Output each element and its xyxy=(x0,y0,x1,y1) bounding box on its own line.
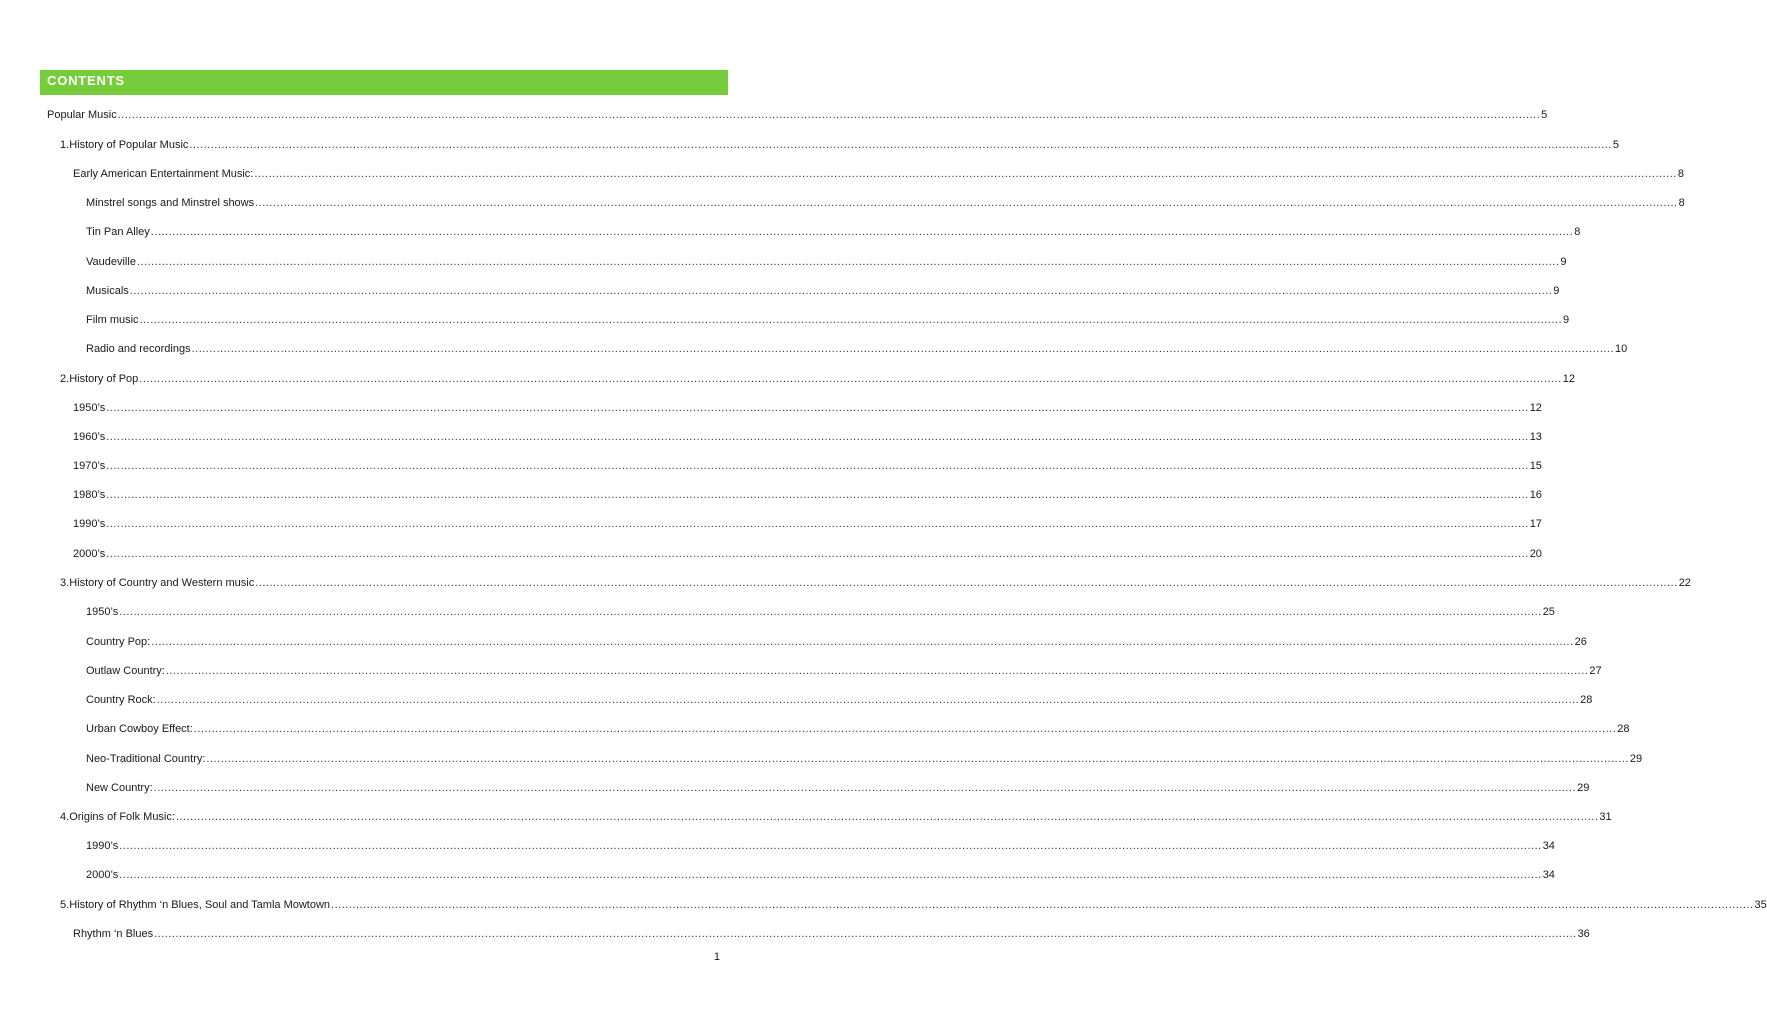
toc-entry-page: 12 xyxy=(1529,402,1542,414)
toc-entry-label: Minstrel songs and Minstrel shows xyxy=(86,197,255,209)
dot-leader: ................................................................................................................................................................................................................................................................................................................................................................................................................ xyxy=(106,431,1529,443)
dot-leader: ................................................................................................................................................................................................................................................................................................................................................................................................................ xyxy=(154,928,1577,940)
dot-leader: ................................................................................................................................................................................................................................................................................................................................................................................................................ xyxy=(255,197,1678,209)
toc-entry-film-music[interactable] xyxy=(86,312,1570,328)
dot-leader: ................................................................................................................................................................................................................................................................................................................................................................................................................ xyxy=(106,548,1529,560)
toc-entry-label: 1980’s xyxy=(73,489,106,501)
toc-entry-minstrel[interactable] xyxy=(86,195,1685,211)
dot-leader: ................................................................................................................................................................................................................................................................................................................................................................................................................ xyxy=(119,606,1542,618)
dot-leader: ................................................................................................................................................................................................................................................................................................................................................................................................................ xyxy=(106,402,1529,414)
toc-entry-label: Country Pop: xyxy=(86,636,151,648)
toc-entry-pop-1960s[interactable] xyxy=(73,429,1542,445)
toc-entry-page: 20 xyxy=(1529,548,1542,560)
toc-entry-history-of-popular-music[interactable] xyxy=(60,137,1619,153)
toc-entry-page: 12 xyxy=(1562,373,1575,385)
toc-entry-label: Musicals xyxy=(86,285,129,297)
toc-entry-label: Outlaw Country: xyxy=(86,665,165,677)
toc-entry-label: Country Rock: xyxy=(86,694,156,706)
toc-entry-label: History of Popular Music xyxy=(69,139,189,151)
dot-leader: ................................................................................................................................................................................................................................................................................................................................................................................................................ xyxy=(175,811,1599,823)
dot-leader: ................................................................................................................................................................................................................................................................................................................................................................................................................ xyxy=(189,139,1612,151)
toc-entry-vaudeville[interactable] xyxy=(86,254,1567,270)
toc-entry-page: 5 xyxy=(1612,139,1619,151)
toc-entry-folk-music[interactable] xyxy=(60,809,1612,825)
toc-entry-label: Radio and recordings xyxy=(86,343,191,355)
toc-entry-musicals[interactable] xyxy=(86,283,1560,299)
toc-entry-label: History of Pop xyxy=(69,373,139,385)
toc-entry-page: 9 xyxy=(1560,256,1567,268)
toc-entry-label: 1950’s xyxy=(86,606,119,618)
toc-entry-pop-1970s[interactable] xyxy=(73,458,1542,474)
toc-entry-number: 1. xyxy=(60,139,70,151)
dot-leader: ................................................................................................................................................................................................................................................................................................................................................................................................................ xyxy=(151,636,1574,648)
toc-entry-page: 31 xyxy=(1599,811,1612,823)
toc-entry-rhythm-n-blues[interactable] xyxy=(73,926,1590,942)
dot-leader: ................................................................................................................................................................................................................................................................................................................................................................................................................ xyxy=(153,782,1577,794)
dot-leader: ................................................................................................................................................................................................................................................................................................................................................................................................................ xyxy=(136,256,1560,268)
toc-entry-popular-music[interactable] xyxy=(47,107,1548,123)
dot-leader: ................................................................................................................................................................................................................................................................................................................................................................................................................ xyxy=(129,285,1553,297)
toc-entry-history-of-pop[interactable] xyxy=(60,371,1575,387)
toc-entry-page: 5 xyxy=(1541,109,1548,121)
dot-leader: ................................................................................................................................................................................................................................................................................................................................................................................................................ xyxy=(150,226,1574,238)
toc-entry-label: Origins of Folk Music: xyxy=(69,811,175,823)
toc-entry-page: 8 xyxy=(1574,226,1581,238)
toc-entry-label: 2000’s xyxy=(86,869,119,881)
dot-leader: ................................................................................................................................................................................................................................................................................................................................................................................................................ xyxy=(119,869,1542,881)
dot-leader: ................................................................................................................................................................................................................................................................................................................................................................................................................ xyxy=(165,665,1589,677)
dot-leader: ................................................................................................................................................................................................................................................................................................................................................................................................................ xyxy=(117,109,1541,121)
dot-leader: ................................................................................................................................................................................................................................................................................................................................................................................................................ xyxy=(255,577,1678,589)
toc-entry-page: 9 xyxy=(1563,314,1570,326)
toc-entry-label: 1960’s xyxy=(73,431,106,443)
toc-entry-page: 28 xyxy=(1580,694,1593,706)
toc-entry-urban-cowboy[interactable] xyxy=(86,721,1630,737)
toc-entry-label: New Country: xyxy=(86,782,153,794)
toc-entry-label: Vaudeville xyxy=(86,256,136,268)
toc-entry-page: 16 xyxy=(1529,489,1542,501)
toc-entry-label: 1990’s xyxy=(86,840,119,852)
toc-entry-number: 5. xyxy=(60,899,70,911)
dot-leader: ................................................................................................................................................................................................................................................................................................................................................................................................................ xyxy=(106,489,1529,501)
toc-entry-page: 9 xyxy=(1553,285,1560,297)
toc-entry-pop-2000s[interactable] xyxy=(73,546,1542,562)
dot-leader: ................................................................................................................................................................................................................................................................................................................................................................................................................ xyxy=(119,840,1542,852)
toc-entry-page: 17 xyxy=(1529,518,1542,530)
toc-entry-country-western[interactable] xyxy=(60,575,1691,591)
toc-entry-label: Early American Entertainment Music: xyxy=(73,168,254,180)
dot-leader: ................................................................................................................................................................................................................................................................................................................................................................................................................ xyxy=(139,314,1563,326)
toc-entry-page: 15 xyxy=(1529,460,1542,472)
toc-entry-page: 34 xyxy=(1542,840,1555,852)
toc-entry-pop-1950s[interactable] xyxy=(73,400,1542,416)
toc-entry-page: 29 xyxy=(1629,753,1643,765)
toc-entry-page: 29 xyxy=(1577,782,1590,794)
toc-entry-country-rock[interactable] xyxy=(86,692,1593,708)
toc-entry-page: 34 xyxy=(1542,869,1555,881)
toc-entry-page: 36 xyxy=(1577,928,1590,940)
toc-entry-early-american[interactable] xyxy=(73,166,1684,182)
toc-entry-folk-2000s[interactable] xyxy=(86,867,1555,883)
toc-entry-label: Urban Cowboy Effect: xyxy=(86,723,193,735)
dot-leader: ................................................................................................................................................................................................................................................................................................................................................................................................................ xyxy=(106,460,1529,472)
toc-entry-label: 1950’s xyxy=(73,402,106,414)
dot-leader: ................................................................................................................................................................................................................................................................................................................................................................................................................ xyxy=(193,723,1617,735)
toc-entry-page: 35 xyxy=(1754,899,1767,911)
dot-leader: ................................................................................................................................................................................................................................................................................................................................................................................................................ xyxy=(156,694,1580,706)
toc-entry-label: History of Rhythm ‘n Blues, Soul and Tamla Mowtown xyxy=(69,899,331,911)
toc-entry-label: Popular Music xyxy=(47,109,117,121)
toc-entry-page: 8 xyxy=(1677,168,1684,180)
dot-leader: ................................................................................................................................................................................................................................................................................................................................................................................................................ xyxy=(139,373,1562,385)
toc-entry-outlaw-country[interactable] xyxy=(86,663,1602,679)
toc-entry-page: 28 xyxy=(1617,723,1630,735)
toc-entry-country-1950s[interactable] xyxy=(86,604,1555,620)
page-number: 1 xyxy=(713,951,720,963)
toc-entry-label: Film music xyxy=(86,314,139,326)
toc-entry-page: 25 xyxy=(1542,606,1555,618)
toc-entry-label: Tin Pan Alley xyxy=(86,226,150,238)
toc-entry-label: 1990’s xyxy=(73,518,106,530)
toc-entry-label: History of Country and Western music xyxy=(69,577,255,589)
toc-entry-tin-pan-alley[interactable] xyxy=(86,224,1581,240)
toc-entry-label: Rhythm ‘n Blues xyxy=(73,928,154,940)
toc-entry-label: Neo-Traditional Country: xyxy=(86,753,206,765)
toc-entry-number: 4. xyxy=(60,811,70,823)
toc-entry-number: 2. xyxy=(60,373,70,385)
toc-entry-radio-recordings[interactable] xyxy=(86,341,1628,357)
toc-entry-label: 2000’s xyxy=(73,548,106,560)
toc-entry-label: 1970’s xyxy=(73,460,106,472)
toc-entry-number: 3. xyxy=(60,577,70,589)
toc-entry-country-pop[interactable] xyxy=(86,634,1587,650)
dot-leader: ................................................................................................................................................................................................................................................................................................................................................................................................................ xyxy=(254,168,1677,180)
dot-leader: ................................................................................................................................................................................................................................................................................................................................................................................................................ xyxy=(191,343,1615,355)
contents-header-bar xyxy=(40,70,728,95)
toc-entry-page: 8 xyxy=(1678,197,1685,209)
dot-leader: ................................................................................................................................................................................................................................................................................................................................................................................................................ xyxy=(206,753,1629,765)
toc-entry-rhythm-blues-soul[interactable] xyxy=(60,897,1767,913)
dot-leader: ................................................................................................................................................................................................................................................................................................................................................................................................................ xyxy=(106,518,1529,530)
toc-entry-folk-1990s[interactable] xyxy=(86,838,1555,854)
toc-entry-page: 27 xyxy=(1589,665,1602,677)
toc-entry-page: 13 xyxy=(1529,431,1542,443)
toc-entry-neo-traditional[interactable] xyxy=(86,751,1643,767)
toc-entry-new-country[interactable] xyxy=(86,780,1590,796)
toc-entry-page: 22 xyxy=(1678,577,1691,589)
contents-title: CONTENTS xyxy=(47,73,125,88)
toc-entry-page: 26 xyxy=(1574,636,1587,648)
dot-leader: ................................................................................................................................................................................................................................................................................................................................................................................................................ xyxy=(331,899,1754,911)
toc-entry-page: 10 xyxy=(1615,343,1628,355)
toc-entry-pop-1990s[interactable] xyxy=(73,516,1542,532)
toc-entry-pop-1980s[interactable] xyxy=(73,487,1542,503)
